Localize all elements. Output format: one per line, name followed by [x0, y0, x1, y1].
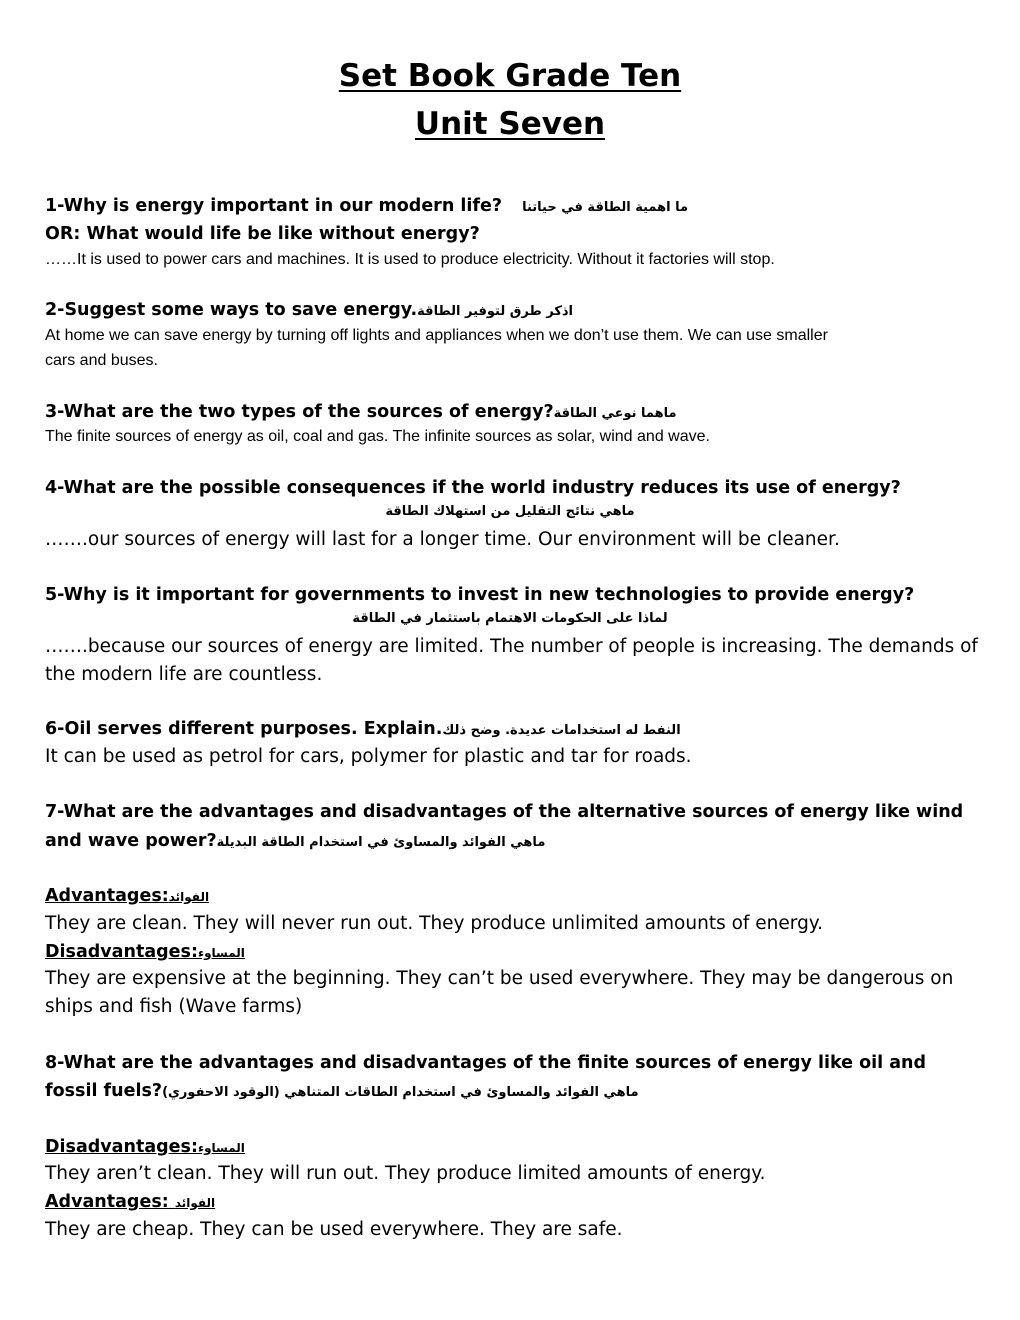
question-2-arabic: اذكر طرق لتوفير الطاقة — [417, 304, 574, 319]
q8-disadvantages-label-text: Disadvantages: — [45, 1137, 198, 1157]
q7-advantages-text: They are clean. They will never run out. They produce unlimited amounts of energy. — [45, 913, 824, 934]
question-2-text: 2-Suggest some ways to save energy. — [45, 300, 418, 320]
q8-disadvantages-label-arabic: المساوء — [197, 1141, 245, 1155]
q8-advantages-label-text: Advantages: — [45, 1192, 175, 1212]
q8-disadvantages-text: They aren’t clean. They will run out. They produce limited amounts of energy. — [45, 1163, 766, 1184]
q7-disadvantages-label-arabic: المساوء — [197, 946, 245, 960]
q7-disadvantages-label-text: Disadvantages: — [45, 942, 198, 962]
q7-advantages-label-arabic: الفوائد — [168, 890, 210, 904]
q7-advantages-label — [45, 886, 209, 906]
question-1-arabic: ما اهمية الطاقة في حياتنا — [522, 200, 689, 215]
page-title: Set Book Grade Ten — [338, 58, 682, 94]
question-4-arabic: ماهي نتائج التقليل من استهلاك الطاقة — [385, 504, 635, 519]
q7-advantages-label-text: Advantages: — [45, 886, 169, 906]
q7-disadvantages-line-1: They are expensive at the beginning. They can’t be used everywhere. They may be dangerous on — [45, 968, 954, 989]
q7-disadvantages-label — [45, 942, 245, 962]
question-7-line-1: 7-What are the advantages and disadvantages of the alternative sources of energy like wind — [45, 802, 964, 822]
question-6-arabic: النفط له استخدامات عديدة. وضح ذلك — [442, 723, 681, 738]
answer-2-line-1: At home we can save energy by turning off lights and appliances when we don’t use them. We can use smaller — [45, 327, 828, 344]
q8-advantages-label — [45, 1192, 215, 1212]
question-5-arabic: لماذا على الحكومات الاهتمام باستثمار في الطاقة — [352, 611, 668, 626]
q8-advantages-label-arabic: الفوائد — [174, 1196, 216, 1210]
question-2 — [45, 300, 573, 320]
answer-3: The finite sources of energy as oil, coal and gas. The infinite sources as solar, wind and wave. — [45, 428, 710, 445]
unit-title: Unit Seven — [414, 106, 606, 142]
answer-2-line-2: cars and buses. — [45, 352, 158, 369]
question-1 — [45, 196, 688, 216]
q8-advantages-text: They are cheap. They can be used everywhere. They are safe. — [45, 1219, 623, 1240]
answer-1: ……It is used to power cars and machines. It is used to produce electricity. Without it factories will stop. — [45, 251, 775, 268]
q7-disadvantages-line-2: ships and fish (Wave farms) — [45, 996, 303, 1017]
question-3 — [45, 402, 677, 422]
question-7-line-2 — [45, 831, 545, 851]
answer-5-line-1: …….because our sources of energy are limited. The number of people is increasing. The demands of — [45, 636, 978, 657]
question-7-arabic: ماهي الفوائد والمساوئ في استخدام الطاقة البديلة — [216, 835, 546, 850]
question-6-text: 6-Oil serves different purposes. Explain. — [45, 719, 443, 739]
question-5: 5-Why is it important for governments to invest in new technologies to provide energy? — [45, 585, 915, 605]
question-4: 4-What are the possible consequences if the world industry reduces its use of energy? — [45, 478, 901, 498]
answer-5-line-2: the modern life are countless. — [45, 664, 323, 685]
question-8-line-1: 8-What are the advantages and disadvantages of the finite sources of energy like oil and — [45, 1053, 927, 1073]
question-8-line-2 — [45, 1081, 639, 1101]
answer-6: It can be used as petrol for cars, polymer for plastic and tar for roads. — [45, 746, 692, 767]
answer-4: …….our sources of energy will last for a longer time. Our environment will be cleaner. — [45, 529, 840, 550]
question-3-arabic: ماهما نوعي الطاقة — [553, 406, 677, 421]
question-8-text: fossil fuels? — [45, 1081, 163, 1101]
question-3-text: 3-What are the two types of the sources of energy? — [45, 402, 554, 422]
question-1-alt: OR: What would life be like without energy? — [45, 224, 480, 244]
q8-disadvantages-label — [45, 1137, 245, 1157]
question-1-text: 1-Why is energy important in our modern life? — [45, 196, 502, 216]
question-8-arabic: ماهي الفوائد والمساوئ في استخدام الطاقات المتناهي (الوقود الاحفوري) — [162, 1085, 639, 1100]
question-7-text: and wave power? — [45, 831, 217, 851]
question-6 — [45, 719, 681, 739]
